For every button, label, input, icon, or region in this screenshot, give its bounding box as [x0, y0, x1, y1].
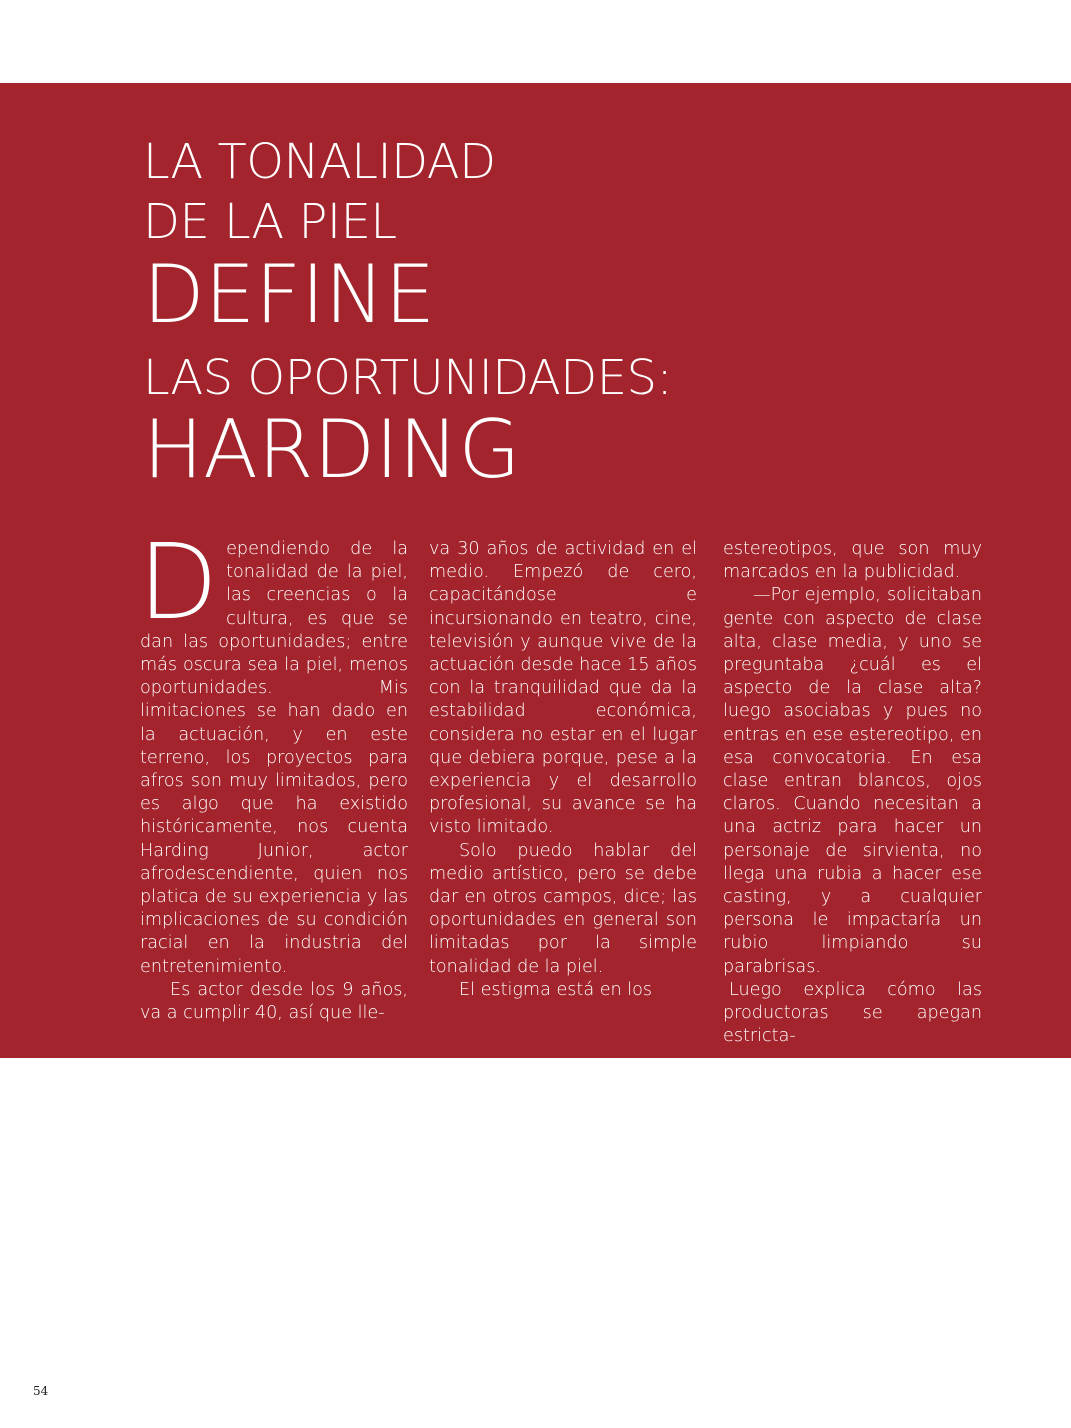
paragraph-text: ependiendo de la tonalidad de la piel, las creencias o la cultura, es que se dan las oportunidades; entre más oscura sea la piel, menos oportunidades. Mis limitaciones se han dado en la actuación, y en este terreno, los proyectos para afros son muy limitados, pero es algo que ha existido históricamente, nos cuenta Harding Junior, actor afrodescendiente, quien nos platica de su experiencia y las implicaciones de su condición racial en la industria del entretenimiento. — [140, 539, 408, 977]
headline-line-3: DEFINE — [143, 248, 436, 341]
paragraph: Es actor desde los 9 años, va a cumplir 40, así que lle- — [140, 979, 408, 1024]
paragraph: estereotipos, que son muy marcados en la publicidad. — [723, 539, 982, 583]
paragraph — [138, 521, 408, 979]
article-column-2 — [429, 538, 697, 1002]
headline-line-2: DE LA PIEL — [143, 194, 397, 250]
headline-line-4: LAS OPORTUNIDADES: — [143, 350, 673, 406]
paragraph: va 30 años de actividad en el medio. Empezó de cero, capacitándose e incursionando en teatro, cine, televisión y aunque vive de la actuación desde hace 15 años con la tranquilidad que da la estabilidad económica, considera no estar en el lugar que debiera porque, pese a la experiencia y el desarrollo profesional, su avance se ha visto limitado. — [429, 539, 697, 838]
article-column-3 — [723, 538, 982, 1048]
paragraph: Luego explica cómo las productoras se apegan estricta- — [723, 979, 982, 1047]
drop-cap: D — [138, 521, 219, 643]
paragraph: El estigma está en los — [459, 979, 653, 1000]
paragraph: Solo puedo hablar del medio artístico, pero se debe dar en otros campos, dice; las oportunidades en general son limitadas por la simple tonalidad de la piel. — [429, 840, 697, 977]
headline-line-5: HARDING — [143, 403, 521, 496]
headline-line-1: LA TONALIDAD — [143, 134, 496, 190]
paragraph: —Por ejemplo, solicitaban gente con aspecto de clase alta, clase media, y uno se preguntaba ¿cuál es el aspecto de la clase alta? luego asociabas y pues no entras en ese estereotipo, en esa convocatoria. En esa clase entran blancos, ojos claros. Cuando necesitan a una actriz para hacer un personaje de sirvienta, no llega una rubia a hacer ese casting, y a cualquier persona le impactaría un rubio limpiando su parabrisas. — [723, 585, 982, 977]
article-column-1 — [138, 521, 408, 1025]
page-number: 54 — [33, 1384, 49, 1398]
